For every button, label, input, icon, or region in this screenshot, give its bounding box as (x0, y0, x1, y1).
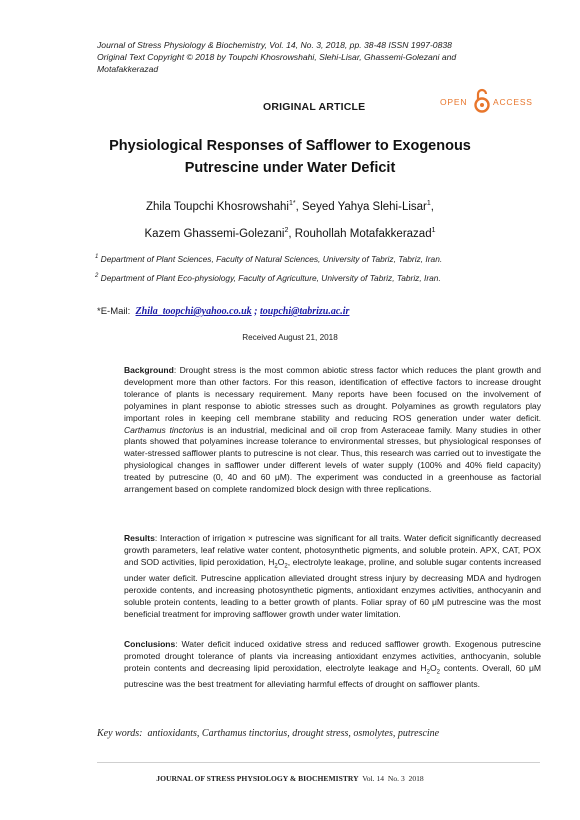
article-title-line2: Putrescine under Water Deficit (184, 160, 396, 176)
section-label: ORIGINAL ARTICLE (263, 101, 366, 113)
conclusions-text-cont: contents. Overall, 60 μM putrescine was the best treatment for alleviating harmful effects of drought on safflower plants. (124, 662, 541, 690)
keywords: Key words: antioxidants, Carthamus tinctorius, drought stress, osmolytes, putrescine (97, 728, 440, 739)
open-access-word2: ACCESS (493, 97, 533, 107)
copyright-line: Original Text Copyright © 2018 by Toupchi Khosrowshahi, Slehi-Lisar, Ghassemi-Golezani and (97, 52, 457, 62)
footer-divider (97, 762, 540, 763)
author-affil-mark: 1 (426, 200, 431, 207)
background-label: Background (124, 365, 174, 375)
email-label: *E-Mail: (97, 306, 136, 317)
page-footer (0, 774, 580, 783)
conclusions-label: Conclusions (124, 639, 176, 649)
affiliation-number: 1 (95, 254, 99, 261)
results-label: Results (124, 533, 155, 543)
open-access-logo (440, 88, 540, 116)
results-text: O (277, 556, 285, 567)
author-name: Seyed Yahya Slehi-Lisar (302, 200, 427, 213)
footer-journal: JOURNAL OF STRESS PHYSIOLOGY & BIOCHEMISTRY (156, 774, 359, 783)
author-affil-mark: 1* (288, 200, 296, 207)
journal-citation: Journal of Stress Physiology & Biochemistry, Vol. 14, No. 3, 2018, pp. 38-48 ISSN 1997-0838 (97, 40, 452, 50)
affiliation-text: Department of Plant Sciences, Faculty of Natural Sciences, University of Tabriz, Tabriz, Iran. (98, 254, 443, 264)
affiliation-2 (95, 273, 441, 283)
results-text-cont: , electrolyte leakage, proline, and soluble sugar contents increased under water deficit. Putrescine application alleviated drought stress injury by decreasing MDA and hydrogen peroxide contents, and increasing photosynthetic pigments, antioxidant enzymes activities, anthocyanin and soluble protein contents, leading to a better growth of plants. Foliar spray of 60 μM putrescine was the most beneficial treatment for improving safflower growth under water limitation. (124, 556, 542, 620)
author-affil-mark: 1 (431, 227, 436, 234)
open-lock-icon (473, 88, 491, 114)
affiliation-1 (95, 254, 442, 264)
author-name: Zhila Toupchi Khosrowshahi (146, 200, 289, 213)
background-text: : Drought stress is the most common abiotic stress factor which reduces the plant growth and development more than other factors. For this reason, identification of effective factors to increase drought tolerance of plants is necessary requirement. Many reports have been focused on the involvement of polyamines in plant response to abiotic stresses such as drought. Polyamines as growth regulators play important roles in keeping cell membrane stability and reducing ROS generation under water deficit. (124, 365, 541, 423)
abstract-results (124, 533, 541, 621)
subscript: 2 (436, 669, 440, 676)
background-text-cont: is an industrial, medicinal and oil crop from Asteraceae family. Many studies in other plants showed that polyamines increase tolerance to environmental stresses, but physiological responses of water-stressed safflower plants to putrescine is not clear. Thus, this research was carried out to investigate the physiological changes in safflower under different levels of water supply (100% and 40% field capacity) treated by putrescine (0, 40 and 60 μM). The experiment was conducted in a greenhouse as factorial arrangement based on complete randomized block design with three replications. (124, 424, 542, 495)
article-title-line1: Physiological Responses of Safflower to Exogenous (109, 138, 471, 154)
abstract-background (124, 365, 541, 496)
received-date: Received August 21, 2018 (242, 333, 338, 342)
conclusions-text: O (429, 662, 437, 673)
authors-line2: Kazem Ghassemi-Golezani$^2$, Rouhollah Motafakkerazad$^1$ (144, 227, 436, 240)
species-name: Carthamus tinctorius (124, 424, 204, 435)
authors-line1: Zhila Toupchi Khosrowshahi$^{1*}$, Seyed Yahya Slehi-Lisar$^1$, (146, 200, 434, 213)
author-name: Kazem Ghassemi-Golezani (144, 227, 285, 240)
email-link-2[interactable]: toupchi@tabrizu.ac.ir (260, 306, 350, 317)
author-affil-mark: 2 (284, 227, 289, 234)
corresponding-email (97, 306, 349, 317)
email-link-1[interactable]: Zhila_toopchi@yahoo.co.uk (135, 306, 252, 317)
author-name: Rouhollah Motafakkerazad (294, 227, 432, 240)
email-separator: ; (251, 306, 260, 317)
subscript: 2 (284, 563, 288, 570)
copyright-line-cont: Motafakkerazad (97, 64, 159, 74)
conclusions-text: : Water deficit induced oxidative stress and reduced safflower growth. Exogenous putrescine promoted drought tolerance of plants via increasing antioxidant enzymes activities, anthocyanin, soluble protein contents and decreasing lipid peroxidation, electrolyte leakage and H (124, 639, 541, 673)
abstract-conclusions (124, 639, 541, 691)
affiliation-text: Department of Plant Eco-physiology, Faculty of Agriculture, University of Tabriz, Tabriz, Iran. (98, 273, 441, 283)
open-access-word1: OPEN (440, 97, 468, 107)
subscript: 2 (426, 669, 430, 676)
subscript: 2 (274, 563, 278, 570)
results-text: : Interaction of irrigation × putrescine was significant for all traits. Water deficit significantly decreased growth parameters, leaf relative water content, photosynthetic pigments, and soluble protein. APX, CAT, POX and SOD activities, lipid peroxidation, H (124, 533, 541, 567)
footer-issue: Vol. 14 No. 3 2018 (358, 774, 424, 783)
affiliation-number: 2 (95, 273, 99, 280)
